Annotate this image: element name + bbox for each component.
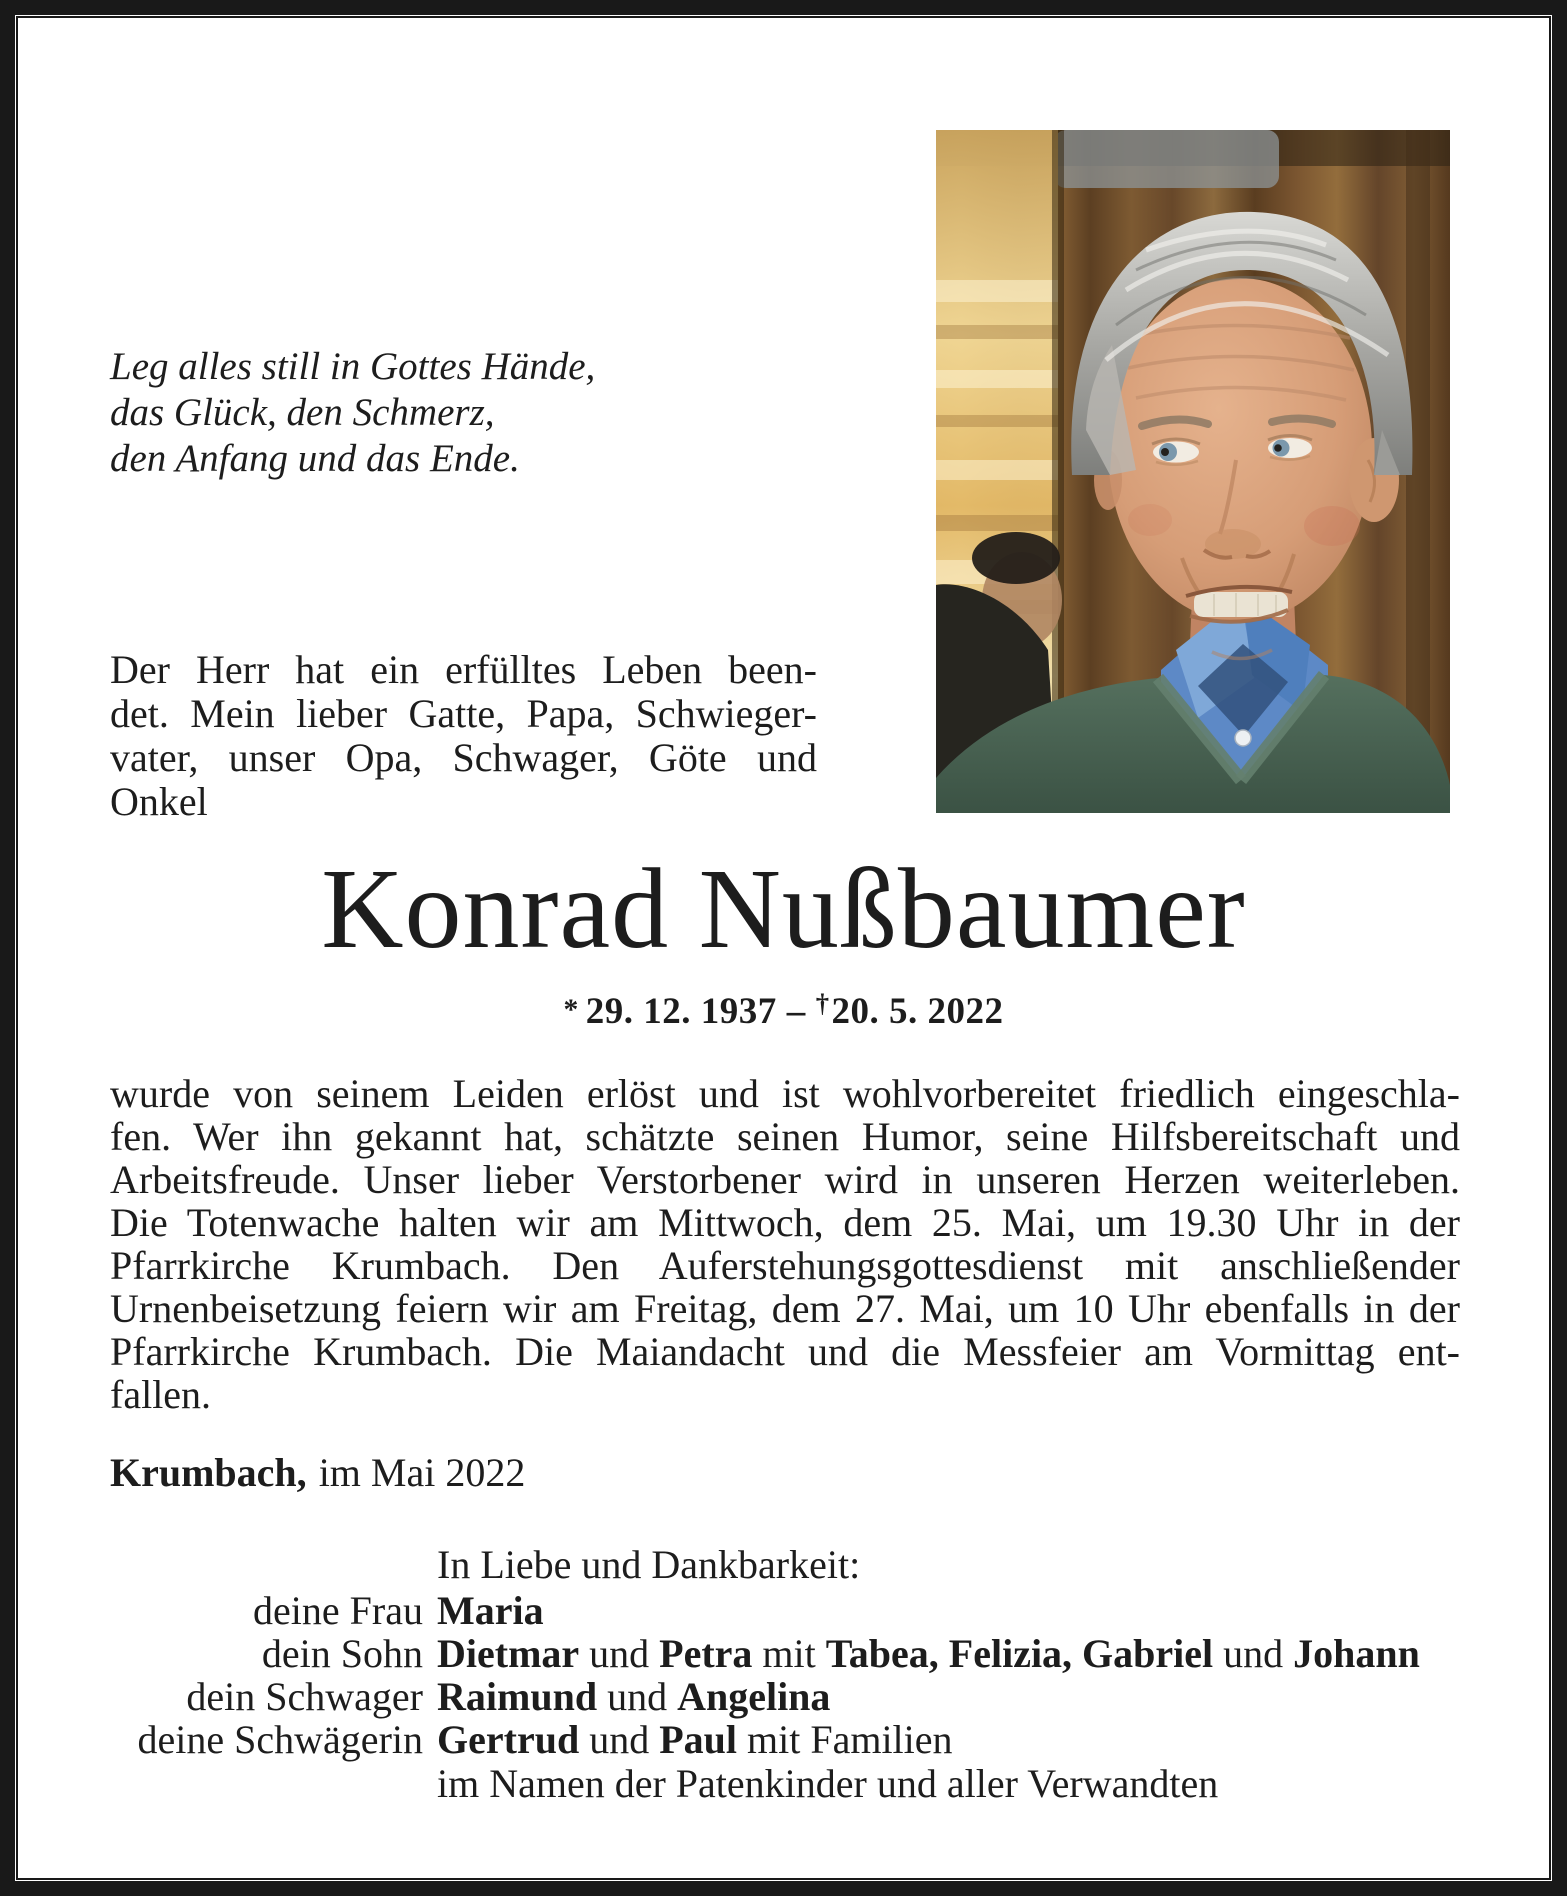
family-names: [437, 1632, 1470, 1675]
family-text: und: [579, 1717, 660, 1762]
portrait-photo-image: [936, 130, 1450, 813]
text-line: Pfarrkirche Krumbach. Die Maiandacht und die Messfeier am Vormittag ent-: [110, 1329, 1460, 1374]
family-text: und: [597, 1674, 678, 1719]
family-row: [110, 1718, 1470, 1761]
family-name: Paul: [659, 1717, 737, 1762]
family-name: Raimund: [437, 1674, 598, 1719]
family-text: mit: [752, 1631, 826, 1676]
text-line: den Anfang und das Ende.: [110, 437, 520, 480]
dates-separator: –: [786, 991, 806, 1032]
text-line: Der Herr hat ein erfülltes Leben been-: [110, 647, 817, 692]
text-line: Arbeitsfreude. Unser lieber Verstorbener wird in unseren Herzen weiterleben.: [110, 1157, 1460, 1202]
birth-symbol: *: [563, 994, 579, 1026]
text-line: das Glück, den Schmerz,: [110, 391, 495, 434]
family-names: [437, 1718, 1470, 1761]
family-footer: im Namen der Patenkinder und aller Verwandten: [437, 1761, 1219, 1806]
intro-text: [110, 648, 817, 824]
family-list: [110, 1589, 1470, 1761]
text-line: fen. Wer ihn gekannt hat, schätzte seinen Humor, seine Hilfsbereitschaft und: [110, 1114, 1460, 1159]
family-names: [437, 1675, 1470, 1718]
place-name: Krumbach,: [110, 1450, 307, 1495]
text-line: wurde von seinem Leiden erlöst und ist wohlvorbereitet friedlich eingeschla-: [110, 1071, 1460, 1116]
family-name: Angelina: [677, 1674, 831, 1719]
family-text: mit Familien: [736, 1717, 953, 1762]
family-row: [110, 1632, 1470, 1675]
mouth: [1186, 587, 1292, 622]
closing-line: In Liebe und Dankbarkeit:: [437, 1542, 861, 1587]
family-row: [110, 1675, 1470, 1718]
memorial-quote: [110, 344, 595, 482]
family-text: und: [1213, 1631, 1294, 1676]
text-line: Die Totenwache halten wir am Mittwoch, dem 25. Mai, um 19.30 Uhr in der: [110, 1200, 1460, 1245]
text-line: det. Mein lieber Gatte, Papa, Schwieger-: [110, 691, 817, 736]
portrait-photo: [936, 130, 1450, 813]
place-date-line: [110, 1450, 525, 1496]
family-row: [110, 1589, 1470, 1632]
life-dates: [0, 988, 1567, 1034]
deceased-name: Konrad Nußbaumer: [321, 845, 1246, 972]
family-role: dein Schwager: [186, 1674, 423, 1719]
text-line: Leg alles still in Gottes Hände,: [110, 345, 596, 388]
family-name: Petra: [659, 1631, 753, 1676]
birth-date: 29. 12. 1937: [585, 991, 777, 1032]
text-line: vater, unser Opa, Schwager, Göte und: [110, 735, 817, 780]
family-name: Maria: [437, 1588, 544, 1633]
family-names: [437, 1589, 1470, 1632]
death-date: 20. 5. 2022: [831, 991, 1004, 1032]
family-name: Dietmar: [437, 1631, 580, 1676]
family-name: Johann: [1293, 1631, 1420, 1676]
text-line: fallen.: [110, 1372, 212, 1417]
family-text: und: [579, 1631, 660, 1676]
place-date: im Mai 2022: [318, 1450, 526, 1495]
family-role: deine Schwägerin: [137, 1717, 423, 1762]
family-name: Gertrud: [437, 1717, 580, 1762]
announcement-text: [110, 1072, 1460, 1416]
text-line: Pfarrkirche Krumbach. Den Auferstehungsgottesdienst mit anschließender: [110, 1243, 1460, 1288]
text-line: Onkel: [110, 779, 208, 824]
family-role: dein Sohn: [261, 1631, 423, 1676]
family-role: deine Frau: [253, 1588, 423, 1633]
text-line: Urnenbeisetzung feiern wir am Freitag, dem 27. Mai, um 10 Uhr ebenfalls in der: [110, 1286, 1460, 1331]
family-name: Tabea, Felizia, Gabriel: [825, 1631, 1214, 1676]
death-symbol: †: [815, 988, 830, 1018]
